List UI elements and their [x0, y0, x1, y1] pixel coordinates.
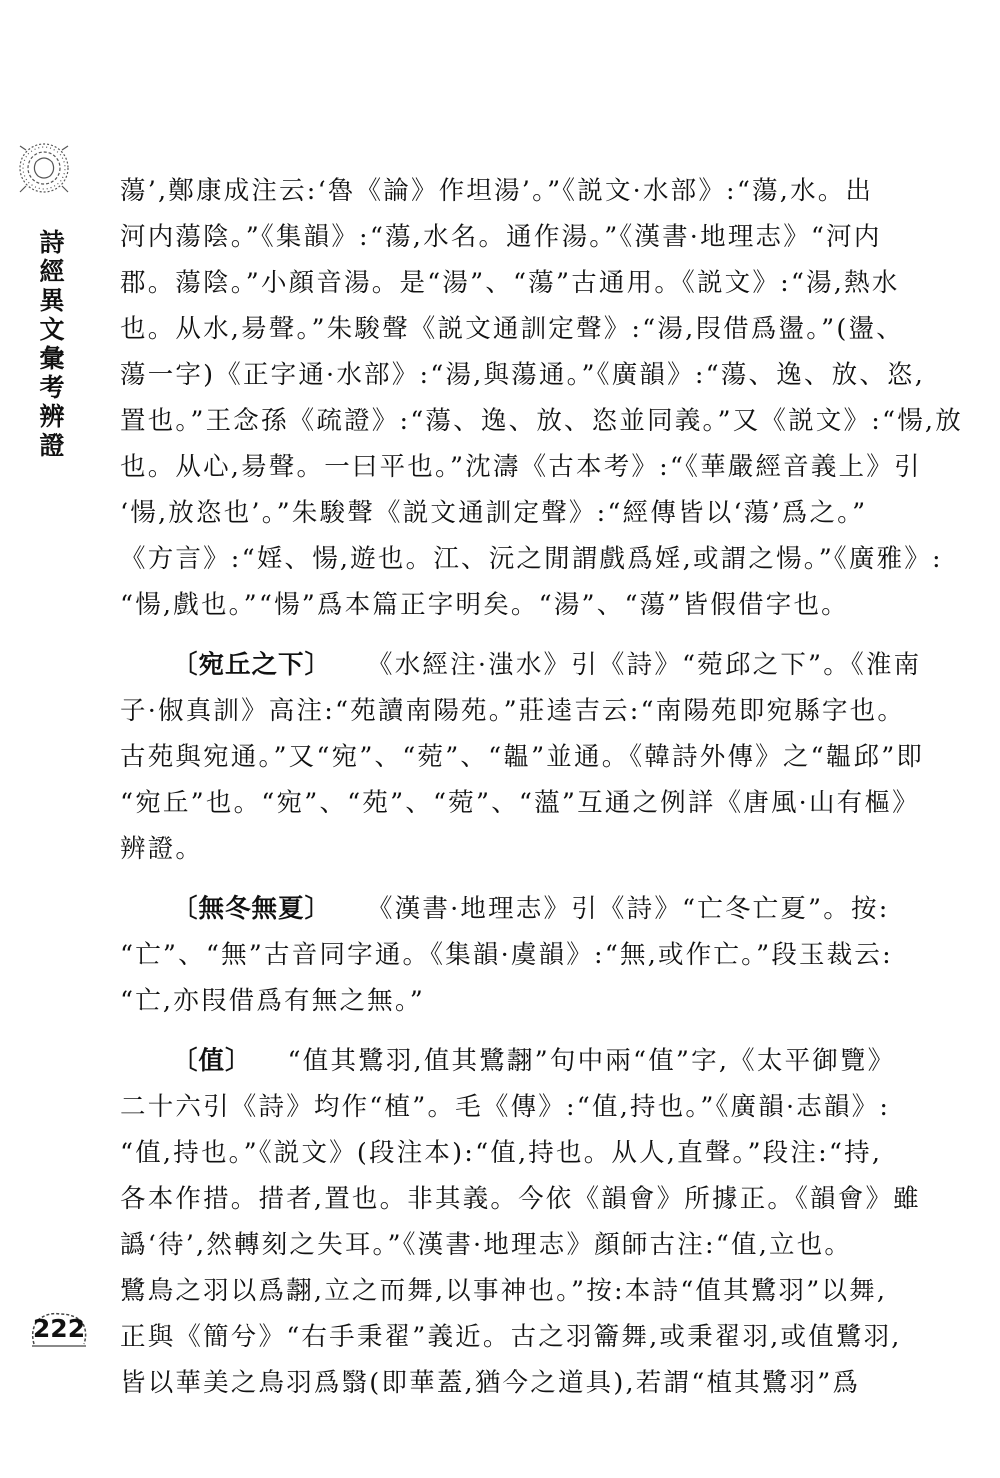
side-title-glyph: 異 — [39, 286, 65, 315]
text-line: ‘愓,放恣也’。”朱駿聲《説文通訓定聲》:“經傳皆以‘蕩’爲之。” — [120, 498, 868, 528]
entry-first-line — [120, 886, 890, 932]
entry-heading: 〔無冬無夏〕 — [172, 894, 332, 924]
entry-first-line — [120, 1038, 896, 1084]
text-line: 蕩’,鄭康成注云:‘魯《論》作坦湯’。”《説文·水部》:“蕩,水。出 — [120, 176, 874, 206]
text-line: 正與《簡兮》“右手秉翟”義近。古之羽籥舞,或秉翟羽,或值鷺羽, — [120, 1322, 902, 1352]
decorative-seal-ornament — [14, 132, 78, 208]
text-line: 子·俶真訓》高注:“苑讀南陽苑。”莊逵吉云:“南陽苑即宛縣字也。 — [120, 696, 906, 726]
text-line: “值,持也。”《説文》(段注本):“值,持也。从人,直聲。”段注:“持, — [120, 1138, 883, 1168]
text-line: 《方言》:“婬、愓,遊也。江、沅之閒謂戲爲婬,或謂之愓。”《廣雅》: — [120, 544, 943, 574]
page-number-text: 222 — [32, 1314, 86, 1343]
side-title-glyph: 文 — [39, 315, 65, 344]
text-line: 也。从水,昜聲。”朱駿聲《説文通訓定聲》:“湯,叚借爲盪。”(盪、 — [120, 314, 904, 344]
text-line: “值其鷺羽,值其鷺翿”句中兩“值”字,《太平御覽》 — [287, 1046, 896, 1076]
text-line: “愓,戲也。”“愓”爲本篇正字明矣。“湯”、“蕩”皆假借字也。 — [120, 590, 849, 620]
side-title-glyph: 證 — [39, 431, 65, 460]
text-line: 《漢書·地理志》引《詩》“亡冬亡夏”。按: — [367, 894, 890, 924]
text-line: “亡”、“無”古音同字通。《集韻·虞韻》:“無,或作亡。”段玉裁云: — [120, 940, 893, 970]
text-line: 也。从心,昜聲。一曰平也。”沈濤《古本考》:“《華嚴經音義上》引 — [120, 452, 922, 482]
text-line: 古苑與宛通。”又“宛”、“菀”、“韞”並通。《韓詩外傳》之“韞邱”即 — [120, 742, 925, 772]
text-line: “亡,亦叚借爲有無之無。” — [120, 986, 426, 1016]
entry-heading: 〔宛丘之下〕 — [172, 650, 332, 680]
text-line: 譌‘待’,然轉刻之失耳。”《漢書·地理志》顔師古注:“值,立也。 — [120, 1230, 853, 1260]
text-line: 鷺鳥之羽以爲翿,立之而舞,以事神也。”按:本詩“值其鷺羽”以舞, — [120, 1276, 888, 1306]
side-title-text — [38, 228, 66, 460]
text-line: 皆以華美之鳥羽爲翳(即華蓋,猶今之道具),若謂“植其鷺羽”爲 — [120, 1368, 861, 1398]
entry-first-line — [120, 642, 922, 688]
side-title-glyph: 經 — [39, 257, 65, 286]
text-line: 蕩一字)《正字通·水部》:“湯,與蕩通。”《廣韻》:“蕩、逸、放、恣, — [120, 360, 926, 390]
side-title-glyph: 考 — [39, 373, 65, 402]
text-line: “宛丘”也。“宛”、“苑”、“菀”、“薀”互通之例詳《唐風·山有樞》 — [120, 788, 920, 818]
page-body — [120, 168, 963, 1406]
text-line: 置也。”王念孫《疏證》:“蕩、逸、放、恣並同義。”又《説文》:“愓,放 — [120, 406, 963, 436]
entry-heading: 〔值〕 — [172, 1046, 252, 1076]
running-book-title — [38, 228, 66, 460]
side-title-glyph: 詩 — [39, 228, 65, 257]
text-line: 《水經注·滍水》引《詩》“菀邱之下”。《淮南 — [367, 650, 922, 680]
side-title-glyph: 辨 — [39, 402, 65, 431]
page-number — [28, 1308, 90, 1352]
text-line: 二十六引《詩》均作“植”。毛《傳》:“值,持也。”《廣韻·志韻》: — [120, 1092, 891, 1122]
side-title-glyph: 彙 — [39, 344, 65, 373]
text-line: 各本作措。措者,置也。非其義。今依《韻會》所據正。《韻會》雖 — [120, 1184, 921, 1214]
text-line: 郡。蕩陰。”小顔音湯。是“湯”、“蕩”古通用。《説文》:“湯,熱水 — [120, 268, 900, 298]
text-line: 辨證。 — [120, 834, 204, 864]
text-line: 河内蕩陰。”《集韻》:“蕩,水名。通作湯。”《漢書·地理志》“河内 — [120, 222, 882, 252]
